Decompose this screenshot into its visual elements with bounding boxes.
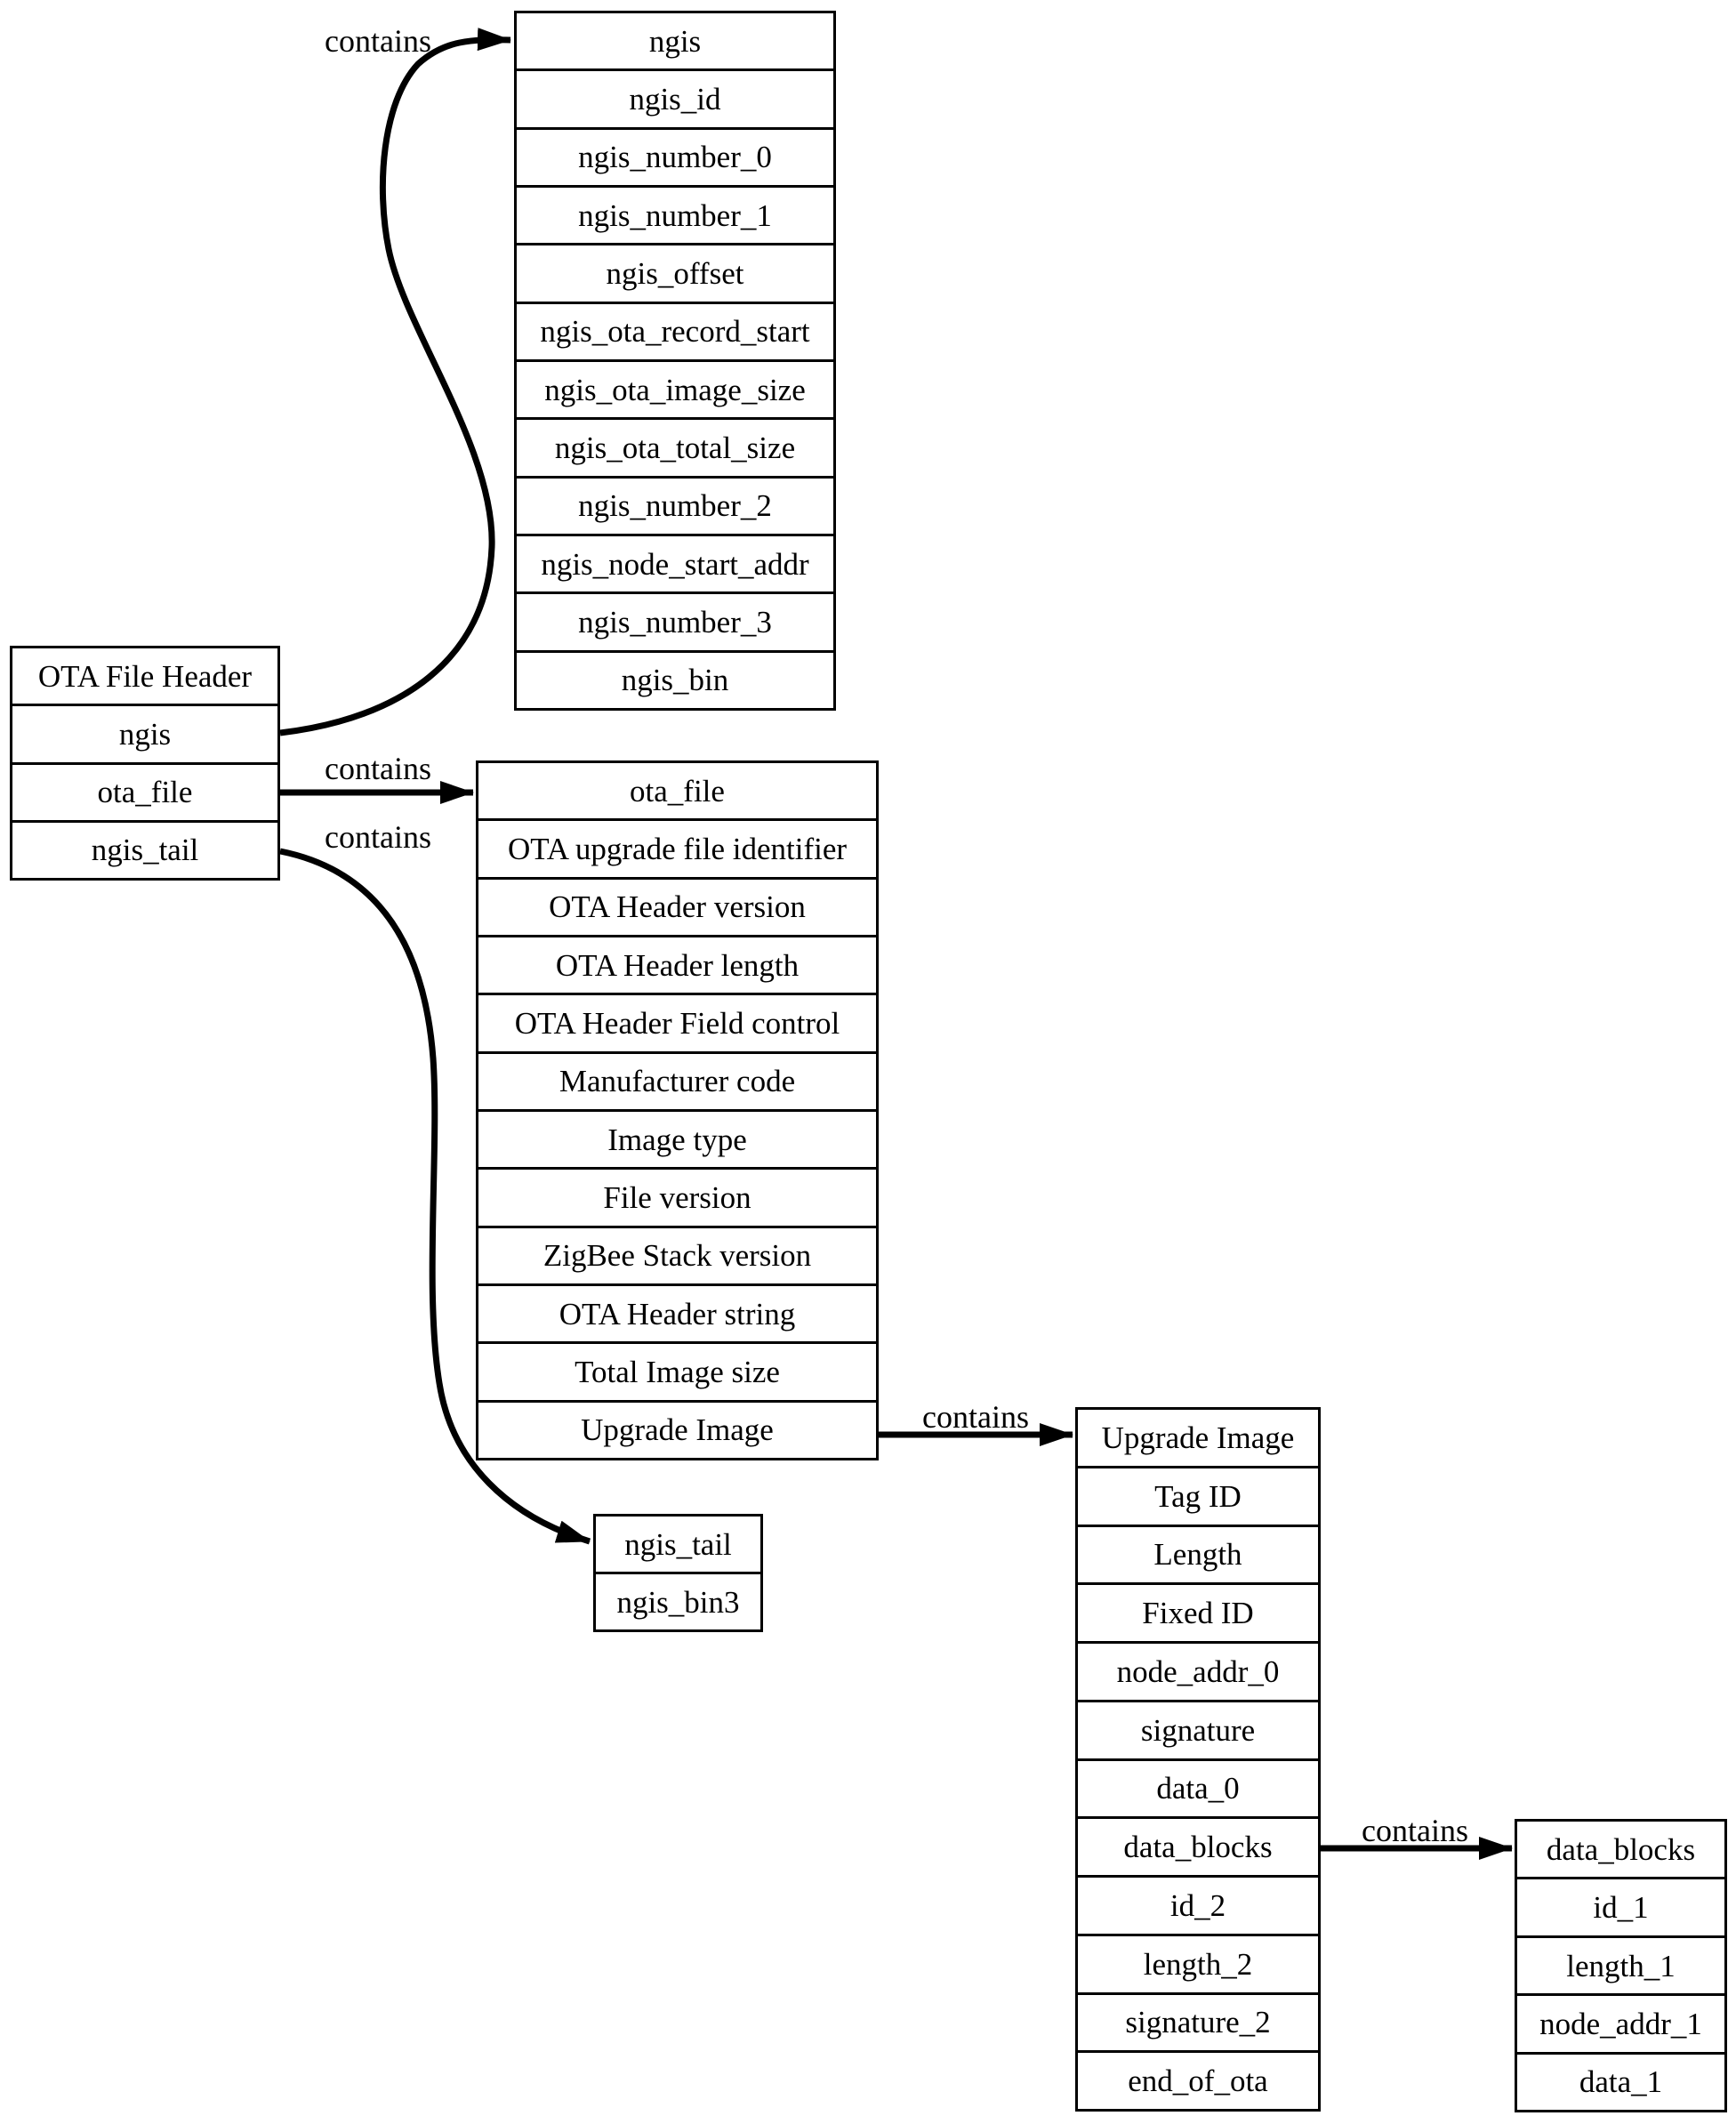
table-row: OTA upgrade file identifier [478,818,876,876]
table-row: ngis_number_0 [517,127,833,185]
table-row: ngis_number_1 [517,185,833,243]
table-row: ngis_number_3 [517,591,833,649]
table-row: ngis [12,704,277,761]
table-row: OTA Header Field control [478,993,876,1050]
table-row: ngis_node_start_addr [517,534,833,591]
table-row: ZigBee Stack version [478,1226,876,1283]
table-row: ngis_tail [624,1526,732,1562]
table-row: signature_2 [1078,1992,1318,2051]
edge-label-contains-ota-file: contains [325,751,431,786]
table-row: id_1 [1517,1877,1724,1935]
edge-label-contains-data-blocks: contains [1362,1813,1468,1848]
table-row: Upgrade Image [1101,1420,1295,1455]
table-row: OTA Header length [478,935,876,993]
table-row: data_1 [1517,2052,1724,2110]
ota-file-header-table [10,646,280,881]
contains-arrow-ngis [280,40,510,733]
table-row: end_of_ota [1078,2050,1318,2109]
table-row: ngis_bin3 [596,1572,760,1629]
table-row: ngis_ota_image_size [517,359,833,417]
table-row: ngis [648,23,702,59]
ngis-table [514,11,836,711]
table-row: signature [1078,1700,1318,1758]
table-row: Length [1078,1525,1318,1583]
table-row: OTA Header string [478,1283,876,1341]
table-row: OTA Header version [478,877,876,935]
table-row: ota_file [630,773,725,809]
table-row: data_blocks [1546,1831,1696,1867]
table-row: Tag ID [1078,1466,1318,1525]
edge-label-contains-ngis: contains [325,23,431,59]
table-row: Manufacturer code [478,1051,876,1109]
table-row: Total Image size [478,1341,876,1399]
table-row: File version [478,1167,876,1225]
table-row: ota_file [12,762,277,820]
table-row: ngis_bin [517,650,833,708]
table-row: ngis_ota_total_size [517,417,833,475]
ngis-tail-table [593,1514,763,1632]
table-row: ngis_number_2 [517,476,833,534]
edge-label-contains-ngis-tail: contains [325,819,431,855]
table-row: OTA File Header [37,658,253,694]
table-row: node_addr_1 [1517,1993,1724,2051]
table-row: ngis_tail [12,820,277,878]
table-row: node_addr_0 [1078,1641,1318,1700]
table-row: id_2 [1078,1875,1318,1934]
edge-label-contains-upgrade-image: contains [922,1399,1029,1435]
table-row: Fixed ID [1078,1582,1318,1641]
table-row: ngis_ota_record_start [517,302,833,359]
table-row: Image type [478,1109,876,1167]
table-row: ngis_id [517,68,833,126]
table-row: length_1 [1517,1935,1724,1993]
table-row: data_blocks [1078,1816,1318,1875]
table-row: data_0 [1078,1758,1318,1817]
ota-file-table [476,760,879,1460]
data-blocks-table [1515,1819,1727,2112]
table-row: length_2 [1078,1934,1318,1992]
upgrade-image-table [1075,1407,1321,2112]
table-row: ngis_offset [517,243,833,301]
table-row: Upgrade Image [478,1400,876,1458]
